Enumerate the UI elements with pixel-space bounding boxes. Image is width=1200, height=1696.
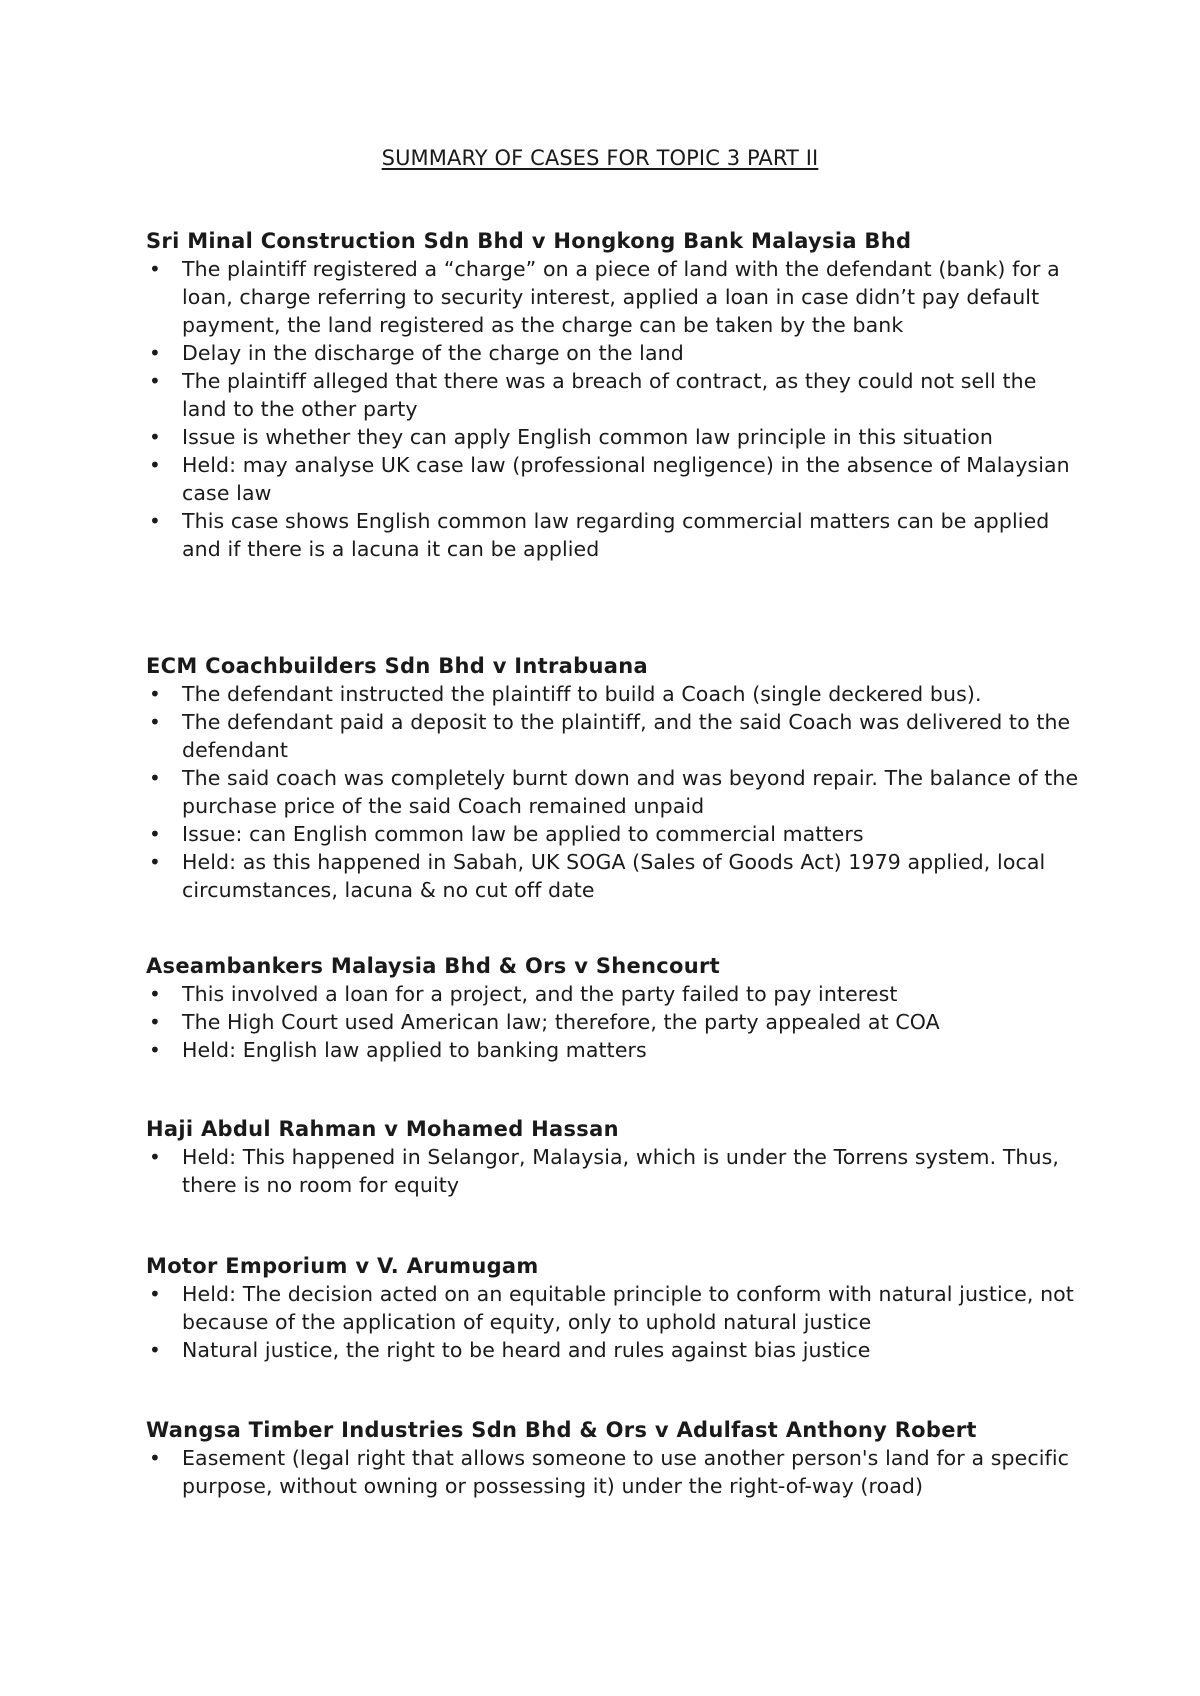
case-section <box>146 1115 1086 1199</box>
list-item <box>146 339 1086 367</box>
bullet-icon: • <box>149 982 161 1006</box>
bullet-icon: • <box>149 425 161 449</box>
list-item <box>146 507 1086 563</box>
list-item <box>146 367 1086 423</box>
list-item <box>146 848 1086 904</box>
case-section <box>146 227 1086 563</box>
list-item <box>146 1336 1086 1364</box>
bullet-icon: • <box>149 341 161 365</box>
list-item <box>146 1143 1086 1199</box>
list-item <box>146 820 1086 848</box>
case-heading: Motor Emporium v V. Arumugam <box>146 1254 539 1278</box>
list-item-text: Easement (legal right that allows someone to use another person's land for a specific purpose, without owning or possessing it) under the right-of-way (road) <box>182 1446 1069 1498</box>
list-item-text: The defendant paid a deposit to the plaintiff, and the said Coach was delivered to the defendant <box>182 710 1071 762</box>
bullet-icon: • <box>149 369 161 393</box>
case-section <box>146 952 1086 1064</box>
list-item-text: Issue is whether they can apply English common law principle in this situation <box>182 425 993 449</box>
list-item <box>146 708 1086 764</box>
case-heading: Aseambankers Malaysia Bhd & Ors v Shencourt <box>146 954 721 978</box>
list-item-text: Natural justice, the right to be heard and rules against bias justice <box>182 1338 871 1362</box>
bullet-icon: • <box>149 850 161 874</box>
bullet-icon: • <box>149 1338 161 1362</box>
bullet-icon: • <box>149 710 161 734</box>
bullet-icon: • <box>149 1446 161 1470</box>
list-item <box>146 680 1086 708</box>
case-heading: Wangsa Timber Industries Sdn Bhd & Ors v Adulfast Anthony Robert <box>146 1418 977 1442</box>
list-item-text: The defendant instructed the plaintiff to build a Coach (single deckered bus). <box>182 682 982 706</box>
list-item <box>146 980 1086 1008</box>
bullet-icon: • <box>149 766 161 790</box>
list-item <box>146 423 1086 451</box>
page-title: SUMMARY OF CASES FOR TOPIC 3 PART II <box>381 146 819 170</box>
list-item <box>146 1008 1086 1036</box>
bullet-icon: • <box>149 257 161 281</box>
bullet-icon: • <box>149 1282 161 1306</box>
bullet-icon: • <box>149 682 161 706</box>
list-item-text: Delay in the discharge of the charge on the land <box>182 341 684 365</box>
case-points-list <box>146 680 1086 904</box>
case-heading: Sri Minal Construction Sdn Bhd v Hongkong Bank Malaysia Bhd <box>146 229 912 253</box>
list-item-text: The plaintiff alleged that there was a breach of contract, as they could not sell the land to the other party <box>182 369 1037 421</box>
case-points-list <box>146 980 1086 1064</box>
list-item-text: This involved a loan for a project, and the party failed to pay interest <box>182 982 898 1006</box>
list-item-text: The said coach was completely burnt down and was beyond repair. The balance of the purchase price of the said Coach remained unpaid <box>182 766 1079 818</box>
case-points-list <box>146 1280 1086 1364</box>
bullet-icon: • <box>149 1145 161 1169</box>
case-points-list <box>146 1444 1086 1500</box>
list-item-text: Held: English law applied to banking matters <box>182 1038 647 1062</box>
list-item-text: The High Court used American law; therefore, the party appealed at COA <box>182 1010 940 1034</box>
list-item <box>146 255 1086 339</box>
list-item-text: Held: as this happened in Sabah, UK SOGA (Sales of Goods Act) 1979 applied, local circumstances, lacuna & no cut off date <box>182 850 1046 902</box>
case-section <box>146 652 1086 904</box>
list-item-text: Held: may analyse UK case law (professional negligence) in the absence of Malaysian case law <box>182 453 1070 505</box>
list-item-text: Issue: can English common law be applied to commercial matters <box>182 822 864 846</box>
list-item <box>146 1036 1086 1064</box>
list-item <box>146 1280 1086 1336</box>
bullet-icon: • <box>149 1038 161 1062</box>
case-points-list <box>146 1143 1086 1199</box>
case-section <box>146 1416 1086 1500</box>
list-item <box>146 451 1086 507</box>
case-heading: Haji Abdul Rahman v Mohamed Hassan <box>146 1117 619 1141</box>
case-points-list <box>146 255 1086 563</box>
list-item-text: The plaintiff registered a “charge” on a piece of land with the defendant (bank) for a loan, charge referring to security interest, applied a loan in case didn’t pay default payment, the land registered as the charge can be taken by the bank <box>182 257 1060 337</box>
list-item-text: Held: This happened in Selangor, Malaysia, which is under the Torrens system. Thus, there is no room for equity <box>182 1145 1060 1197</box>
case-heading: ECM Coachbuilders Sdn Bhd v Intrabuana <box>146 654 648 678</box>
list-item-text: Held: The decision acted on an equitable principle to conform with natural justice, not because of the application of equity, only to uphold natural justice <box>182 1282 1074 1334</box>
list-item <box>146 764 1086 820</box>
case-section <box>146 1252 1086 1364</box>
bullet-icon: • <box>149 453 161 477</box>
list-item <box>146 1444 1086 1500</box>
bullet-icon: • <box>149 1010 161 1034</box>
list-item-text: This case shows English common law regarding commercial matters can be applied and if there is a lacuna it can be applied <box>182 509 1050 561</box>
bullet-icon: • <box>149 509 161 533</box>
bullet-icon: • <box>149 822 161 846</box>
